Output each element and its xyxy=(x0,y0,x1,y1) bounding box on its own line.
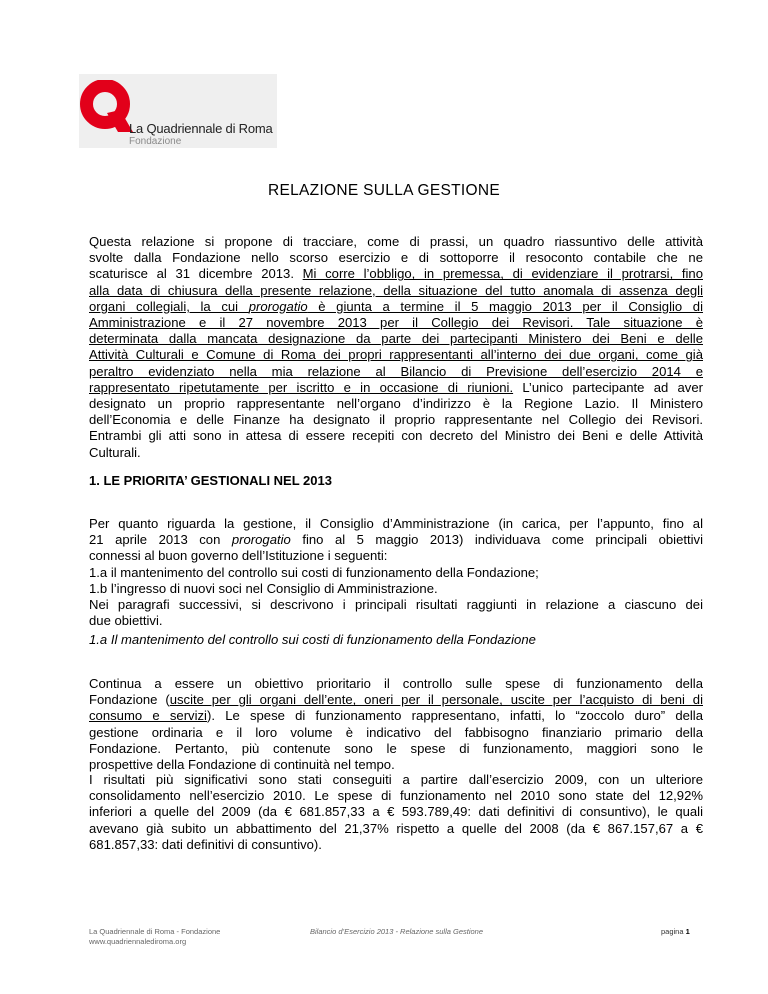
footer-left xyxy=(89,927,220,947)
footer-document-title: Bilancio d’Esercizio 2013 - Relazione sulla Gestione xyxy=(310,927,484,936)
italic-text: prorogatio xyxy=(248,298,308,314)
underlined-text: rappresentato ripetutamente per iscritto e in occasione di riunioni. xyxy=(89,379,514,395)
footer-organization: La Quadriennale di Roma - Fondazione xyxy=(89,927,221,936)
text-line: avevano già subito un abbattimento del 21,37% rispetto a quelle del 2008 (da € 867.157,67 a € xyxy=(89,820,703,836)
text-line: 681.857,33: dati definitivi di consuntivo). xyxy=(89,836,322,852)
text-line: scaturisce al 31 dicembre 2013. Mi corre l’obbligo, in premessa, di evidenziare il protrarsi, fino xyxy=(89,266,703,282)
page-number: 1 xyxy=(685,927,690,936)
text-line: svolte dalla Fondazione nello scorso esercizio e di sottoporre il resoconto contabile che ne xyxy=(89,250,703,266)
text-line: I risultati più significativi sono stati conseguiti a partire dall’esercizio 2009, con un ulteriore xyxy=(89,772,703,787)
quadriennale-logo-icon xyxy=(80,80,134,134)
text-line: organi collegiali, la cui prorogatio è giunta a termine il 5 maggio 2013 per il Consiglio di xyxy=(89,298,703,314)
text-line xyxy=(89,283,703,299)
subsection-paragraph-1 xyxy=(89,676,703,773)
footer-website: www.quadriennalediroma.org xyxy=(89,937,187,946)
text-line: Per quanto riguarda la gestione, il Consiglio d’Amministrazione (in carica, per l’appunto, fino al xyxy=(89,516,703,531)
text-line xyxy=(89,364,703,380)
subsection-paragraph-2 xyxy=(89,772,703,853)
footer-page-number xyxy=(661,927,690,937)
text-line: connessi al buon governo dell’Istituzione i seguenti: xyxy=(89,548,388,564)
underlined-text: uscite per gli organi dell’ente, oneri per il personale, uscite per l’acquisto di beni di xyxy=(169,692,703,708)
text-line: Fondazione. Pertanto, più contenute sono le spese di funzionamento, maggiori sono le xyxy=(89,740,703,756)
text-line: consumo e servizi). Le spese di funzionamento rappresentano, infatti, lo “zoccolo duro” della xyxy=(89,708,703,724)
text-line: Continua a essere un obiettivo prioritario il controllo sulle spese di funzionamento della xyxy=(89,676,703,691)
logo-name: La Quadriennale di Roma xyxy=(129,121,273,136)
page-title: RELAZIONE SULLA GESTIONE xyxy=(267,182,501,199)
text-line: due obiettivi. xyxy=(89,613,163,629)
text-line xyxy=(89,347,703,363)
intro-paragraph xyxy=(89,234,703,461)
text-line: inferiori a quelle del 2009 (da € 681.857,33 a € 593.789,49: dati definitivi di consuntivo), le quali xyxy=(89,804,703,820)
text-line: Nei paragrafi successivi, si descrivono i principali risultati raggiunti in relazione a ciascuno dei xyxy=(89,597,703,613)
text-line: Culturali. xyxy=(89,444,141,460)
text-line xyxy=(89,315,703,331)
text-line: gestione ordinaria e il loro volume è indicativo del fabbisogno finanziario primario della xyxy=(89,724,703,740)
underlined-text: Mi corre l’obbligo, in premessa, di evidenziare il protrarsi, fino xyxy=(302,266,703,282)
section-heading: 1. LE PRIORITA’ GESTIONALI NEL 2013 xyxy=(89,473,332,488)
subsection-heading: 1.a Il mantenimento del controllo sui costi di funzionamento della Fondazione xyxy=(89,632,536,647)
list-item: 1.a il mantenimento del controllo sui costi di funzionamento della Fondazione; xyxy=(89,564,539,580)
text-line: designato un proprio rappresentante nell’organo d’indirizzo è la Regione Lazio. Il Ministero xyxy=(89,396,703,412)
text-line: 21 aprile 2013 con prorogatio fino al 5 maggio 2013) individuava come principali obiettivi xyxy=(89,532,703,548)
text-line: Entrambi gli atti sono in attesa di essere recepiti con decreto del Ministro dei Beni e delle Attività xyxy=(89,428,703,444)
underlined-text: alla data di chiusura della presente relazione, della situazione del tutto anomala di assenza degli xyxy=(89,282,703,298)
text-line: rappresentato ripetutamente per iscritto e in occasione di riunioni. L’unico partecipante ad aver xyxy=(89,379,703,395)
italic-text: prorogatio xyxy=(231,532,291,548)
logo-subtitle: Fondazione xyxy=(129,136,182,147)
underlined-text: peraltro evidenziato nella mia relazione al Bilancio di Previsione dell’esercizio 2014 e xyxy=(89,363,703,379)
list-item: 1.b l’ingresso di nuovi soci nel Consiglio di Amministrazione. xyxy=(89,580,438,596)
text-line: Questa relazione si propone di tracciare, come di prassi, un quadro riassuntivo delle attività xyxy=(89,234,703,249)
underlined-text: determinata dalla mancata designazione da parte dei partecipanti Ministero dei Beni e delle xyxy=(89,331,703,347)
page-label: pagina xyxy=(661,927,684,936)
underlined-text: Amministrazione e il 27 novembre 2013 per il Collegio dei Revisori. Tale situazione è xyxy=(89,315,703,331)
underlined-text: consumo e servizi xyxy=(89,708,207,724)
text-line: Fondazione (uscite per gli organi dell’ente, oneri per il personale, uscite per l’acquisto di beni di xyxy=(89,692,703,708)
text-line: dell’Economia e delle Finanze ha designato il proprio rappresentante nel Collegio dei Revisori. xyxy=(89,412,703,428)
text-line xyxy=(89,331,703,347)
section1-paragraph xyxy=(89,516,703,629)
underlined-text: Attività Culturali e Comune di Roma dei propri rappresentanti all’interno dei due organi, come già xyxy=(89,347,703,363)
text-line: prospettive della Fondazione di continuità nel tempo. xyxy=(89,757,395,773)
text-line: consolidamento nell’esercizio 2010. Le spese di funzionamento nel 2010 sono state del 12,92% xyxy=(89,788,703,804)
